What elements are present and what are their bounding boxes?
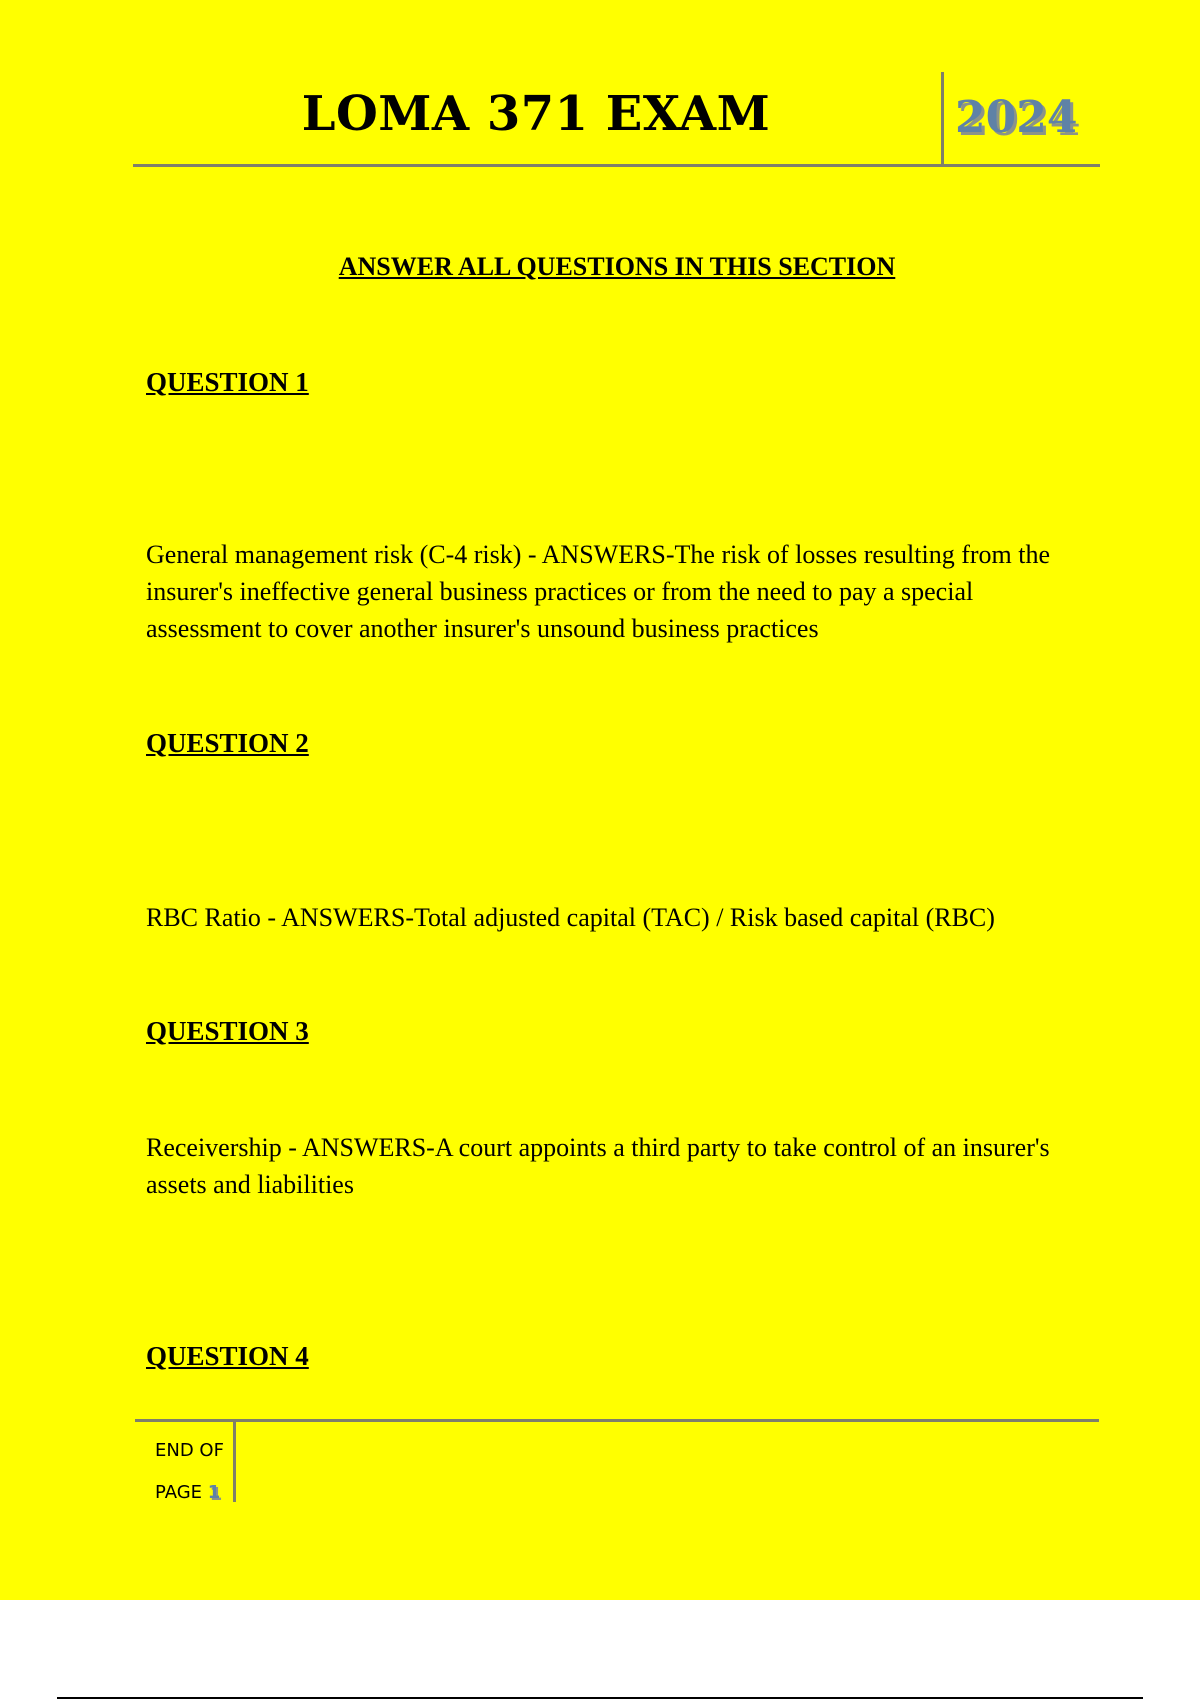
footer-divider [233, 1422, 236, 1502]
question-2-heading: QUESTION 2 [146, 728, 309, 758]
footer-page-number: 1 [207, 1482, 221, 1503]
question-2-answer: RBC Ratio - ANSWERS-Total adjusted capital (TAC) / Risk based capital (RBC) [146, 903, 995, 932]
question-4-heading: QUESTION 4 [146, 1341, 309, 1371]
page-footer [135, 1419, 1099, 1502]
bottom-rule [57, 1697, 1143, 1699]
exam-title: LOMA 371 EXAM [301, 86, 771, 142]
question-1-answer: General management risk (C-4 risk) - ANSWERS-The risk of losses resulting from the insurer's ineffective general business practices or from the need to pay a special assessment to cover another insurer's unsound business practices [146, 540, 1051, 643]
exam-year: 2024 [955, 92, 1078, 143]
header-divider [941, 72, 944, 164]
footer-page: PAGE [155, 1482, 203, 1503]
question-3-answer: Receivership - ANSWERS-A court appoints a third party to take control of an insurer's assets and liabilities [146, 1133, 1050, 1199]
footer-end-of: END OF [155, 1440, 224, 1461]
section-heading: ANSWER ALL QUESTIONS IN THIS SECTION [338, 252, 896, 281]
question-3-heading: QUESTION 3 [146, 1016, 309, 1046]
question-1-heading: QUESTION 1 [146, 367, 309, 397]
footer-label [155, 1430, 224, 1514]
page-header [133, 72, 1100, 167]
